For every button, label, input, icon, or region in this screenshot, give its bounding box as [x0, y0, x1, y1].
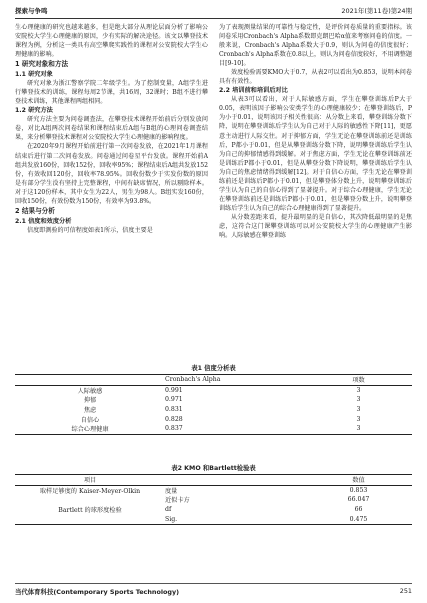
table-row — [15, 485, 412, 495]
table-cell: 0.853 — [349, 486, 368, 494]
table-cell: 抑郁 — [83, 397, 97, 405]
table-header-cell: 数值 — [305, 475, 412, 486]
table-cell: 0.971 — [165, 396, 183, 404]
table-cell: df — [165, 506, 172, 514]
table-cell: Bartlett 的球形度检验 — [58, 507, 122, 515]
section-heading: 1.2 研究方法 — [15, 107, 53, 115]
table-cell: 3 — [356, 425, 361, 433]
table-cell: 3 — [356, 406, 361, 414]
table-cell: 近似卡方 — [165, 497, 190, 505]
table2-caption: 表2 KMO 和Bartlett检验表 — [171, 465, 256, 472]
journal-name: 当代体育科技(Contemporary Sports Technology) — [15, 588, 180, 596]
section-heading: 1.1 研究对象 — [15, 71, 53, 79]
body-paragraph: 研究方法主要为问卷调查法，在攀登技术课程开始前后分别发放问卷，对比A组两次问卷结果和课程结束后A组与B组的心理问卷调查结果，来分析攀登技术课程对公安院校大学生心理健康的影响程度。 — [15, 116, 208, 142]
table-row — [15, 395, 412, 405]
table-cell: 取样足够度的 Kaiser-Meyer-Olkin — [39, 487, 141, 495]
section-heading: 2.1 信度和效度分析 — [15, 217, 72, 225]
body-paragraph: 信度即测验的可信程度如表1所示，信度主要是 — [27, 226, 153, 234]
table-cell: 度量 — [165, 487, 178, 495]
table-cell: 66 — [354, 506, 363, 514]
body-paragraph: 效度检验需要KMO大于0.7，从表2可以看出为0.853，说明本问卷具有有效性。 — [219, 69, 412, 86]
body-paragraph: 在2020年9月课程开始前进行第一次问卷发放，在2021年1月课程结束后进行第二次问卷发放。问卷通过问卷星平台发放。课程开始前A组共发放160份，回收152份，回收率95%；课程结束后A组共发放152份，有效收回120份，回收率78.95%。回收份数少于实发份数的原因是有部分学生没有坚持上完整课程，中间有缺席情况，所以剔除样本。对于这120份样本，其中女生为22人，男生为98人。B组实发160份，回收150份，有效份数为150份，有效率为93.8%。 — [15, 143, 208, 205]
table-header-cell: 项数 — [305, 375, 412, 386]
running-header — [15, 6, 412, 18]
section-label: 探索与争鸣 — [15, 7, 48, 15]
body-paragraph: 从表3可以看出，对于人际敏感方面，学生在攀登训练后P大于0.05，表明该因子影响公安类学生的心理健康较少；在攀登训练后，P为小于0.01，说明该因子相关性很高：从分数上来看，攀登训练分数下降，说明在攀登训练后学生认为自己对于人际的敏感性下降[11]，更愿意主动进行人际交往。对于抑郁方面，学生无论在攀登训练前还是训练后，P都小于0.01，但是从攀登训练分数下降，说明攀登训练后学生认为自己的抑郁情感得到缓解。对于焦虑方面，学生无论在攀登训练前还是训练后P都小于0.01，但是从攀登分数下降说明，攀登训练后学生认为自己的焦虑情绪得到缓解[12]。对于自信心方面，学生无论在攀登训练前还是训练后P都小于0.01，但是攀登体分数上升，说明攀登训练后学生认为自己的自信心得到了显著提升。对于综合心理健康，学生无论在攀登训练前还是训练后P都小于0.01，但是攀登分数上升，说明攀登训练后学生认为自己的综合心理健康得到了显著提升。 — [219, 96, 412, 212]
table-cell — [15, 495, 165, 505]
page-footer — [15, 583, 412, 596]
table-cell — [15, 514, 165, 524]
table-row — [15, 385, 412, 395]
table-cell: 焦虑 — [83, 407, 97, 415]
right-column — [219, 23, 412, 343]
table-row — [15, 424, 412, 434]
table-row — [15, 495, 412, 505]
table-cell: 0.837 — [165, 425, 183, 433]
body-paragraph: 研究对象为浙江警察学院二年级学生。为了控制变量，A组学生进行攀登技术的训练，课程每周2节课，共16周，32课时；B组不进行攀登技术训练，其他课程两组相同。 — [15, 80, 208, 106]
table-cell: 3 — [356, 396, 361, 404]
table-header-row — [15, 475, 412, 486]
section-heading: 2 结果与分析 — [15, 206, 55, 215]
table1-caption: 表1 信度分析表 — [191, 365, 236, 372]
table-row — [15, 514, 412, 524]
table-cell: 0.475 — [349, 515, 368, 523]
table-cell: 综合心理健康 — [71, 426, 109, 434]
table-cell: 66.047 — [347, 496, 370, 504]
table-cell: 自信心 — [80, 416, 100, 424]
body-paragraph: 为了表现测量结果的可靠性与稳定性，是评价问卷质量的重要指标。该问卷采用Cronbach's Alpha系数即克朗巴哈α值来考察问卷的信度。一般来说，Cronbach's Alpha系数大于0.9，则认为问卷的信度很好；Cronbach's Alpha系数在0.8以上，则认为问卷信度较好，不用调整题目[9-10]。 — [219, 24, 412, 68]
table-cell: 0.831 — [165, 406, 183, 414]
reliability-table — [15, 374, 412, 435]
table-header-cell: 项目 — [15, 475, 165, 486]
section-heading: 2.2 培训前和培训后对比 — [219, 87, 288, 95]
table-row — [15, 414, 412, 424]
issue-label: 2021年(第11卷)第24期 — [341, 7, 412, 15]
table-cell: Sig. — [165, 515, 178, 523]
body-paragraph: 从分数差距来看，提升最明显的是自信心，其次降低最明显的是焦虑，这符合这门课攀登训练可以对公安院校大学生的心理健康产生影响。人际敏感在攀登训练 — [219, 213, 412, 240]
header-rule — [15, 18, 412, 19]
table-cell: 0.991 — [165, 386, 183, 394]
table-cell: 3 — [356, 386, 361, 394]
table-header-cell: Cronbach's Alpha — [165, 375, 305, 386]
page-number: 251 — [399, 587, 412, 595]
table-header-row — [15, 375, 412, 386]
body-paragraph: 生心理健康的研究也越来越多，但是绝大部分从理论层面分析了影响公安院校大学生心理健康的原因，少有实际的解决途径。该文以攀登技术课程为例，分析这一类具有高空攀爬实践性的课程对公安院校大学生心理健康的影响。 — [15, 24, 208, 59]
left-column — [15, 23, 208, 343]
table-row — [15, 505, 412, 515]
kmo-bartlett-table — [15, 474, 412, 525]
table-row — [15, 405, 412, 415]
table-cell: 人际敏感 — [77, 387, 103, 395]
table-header-cell — [15, 375, 165, 386]
section-heading: 1 研究对象和方法 — [15, 60, 69, 69]
table-cell: 0.828 — [165, 415, 183, 423]
table-header-cell — [165, 475, 305, 486]
table-cell: 3 — [356, 415, 361, 423]
